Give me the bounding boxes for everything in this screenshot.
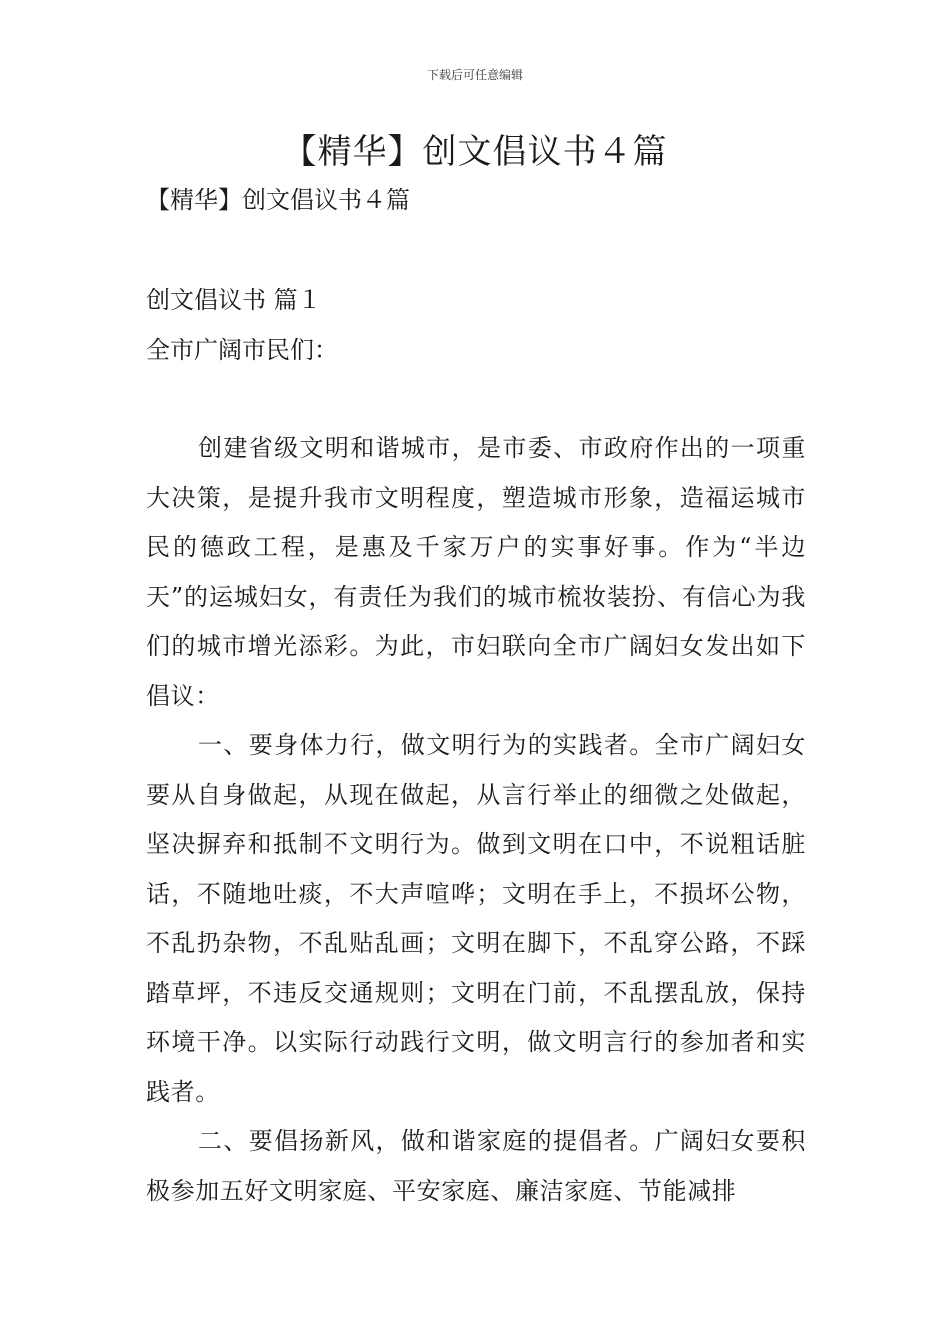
body-paragraphs [146, 424, 806, 1216]
paragraph-1: 创建省级文明和谐城市，是市委、市政府作出的一项重大决策，是提升我市文明程度，塑造城市形象，造福运城市民的德政工程，是惠及千家万户的实事好事。作为“半边天”的运城妇女，有责任为我们的城市梳妆装扮、有信心为我们的城市增光添彩。为此，市妇联向全市广阔妇女发出如下倡议： [146, 434, 806, 710]
section-heading: 创文倡议书 篇１ [146, 286, 322, 314]
header-note: 下载后可任意编辑 [426, 68, 523, 82]
paragraph-3: 二、要倡扬新风，做和谐家庭的提倡者。广阔妇女要积极参加五好文明家庭、平安家庭、廉洁家庭、节能减排 [146, 1127, 806, 1205]
salutation: 全市广阔市民们： [146, 336, 338, 364]
document-subtitle: 【精华】创文倡议书４篇 [146, 186, 410, 214]
paragraph-2: 一、要身体力行，做文明行为的实践者。全市广阔妇女要从自身做起，从现在做起，从言行举止的细微之处做起，坚决摒弃和抵制不文明行为。做到文明在口中，不说粗话脏话，不随地吐痰，不大声喧哗；文明在手上，不损坏公物，不乱扔杂物，不乱贴乱画；文明在脚下，不乱穿公路，不踩踏草坪，不违反交通规则；文明在门前，不乱摆乱放，保持环境干净。以实际行动践行文明，做文明言行的参加者和实践者。 [146, 731, 806, 1106]
document-title: 【精华】创文倡议书４篇 [282, 132, 668, 172]
